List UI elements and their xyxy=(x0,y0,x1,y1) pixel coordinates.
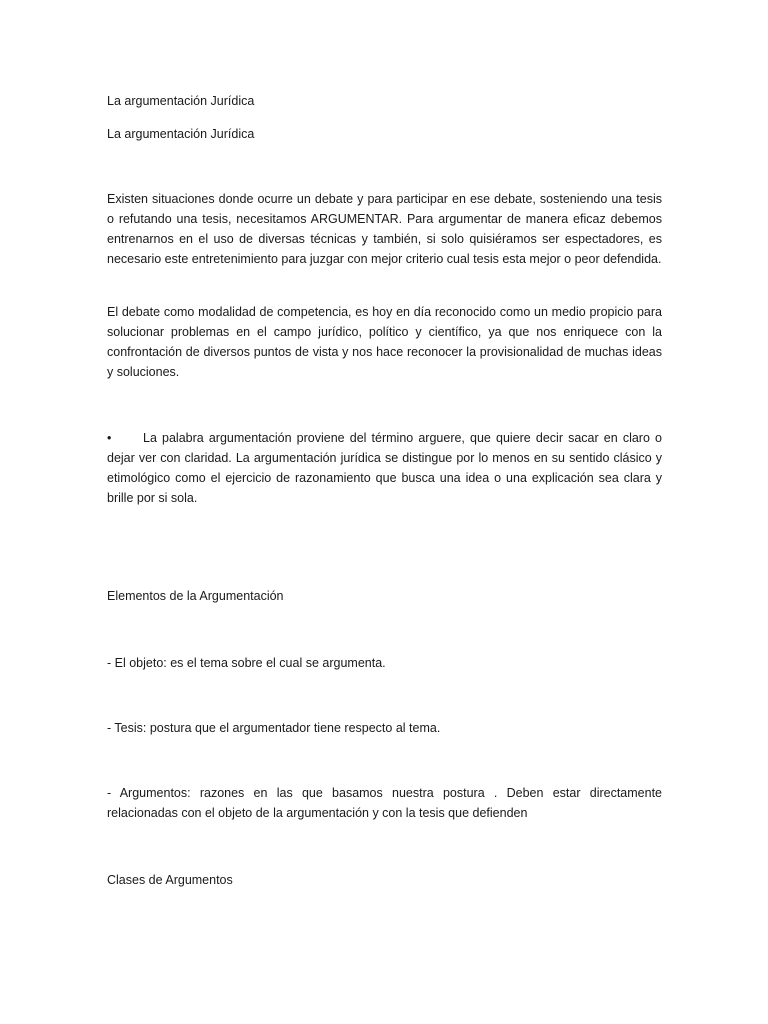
list-item-tesis: - Tesis: postura que el argumentador tiene respecto al tema. xyxy=(107,721,441,735)
paragraph-intro: Existen situaciones donde ocurre un debate y para participar en ese debate, sosteniendo una tesis o refutando una tesis, necesitamos ARGUMENTAR. Para argumentar de manera eficaz debemos entrenarnos en el uso de diversas técnicas y también, si solo quisiéramos ser espectadores, es necesario este entretenimiento para juzgar con mejor criterio cual tesis esta mejor o peor defendida. xyxy=(107,192,662,266)
list-item-argumentos: - Argumentos: razones en las que basamos nuestra postura . Deben estar directamente relacionadas con el objeto de la argumentación y con la tesis que defienden xyxy=(107,786,662,820)
section-heading-elementos: Elementos de la Argumentación xyxy=(107,589,284,603)
list-item-objeto: - El objeto: es el tema sobre el cual se argumenta. xyxy=(107,656,386,670)
paragraph-debate: El debate como modalidad de competencia, es hoy en día reconocido como un medio propicio para solucionar problemas en el campo jurídico, político y científico, ya que nos enriquece con la confrontación de diversos puntos de vista y nos hace reconocer la provisionalidad de muchas ideas y soluciones. xyxy=(107,305,662,379)
bullet-item xyxy=(107,428,662,508)
document-title: La argumentación Jurídica xyxy=(107,94,255,108)
bullet-text: La palabra argumentación proviene del término arguere, que quiere decir sacar en claro o dejar ver con claridad. La argumentación jurídica se distingue por lo menos en su sentido clásico y etimológico como el ejercicio de razonamiento que busca una idea o una explicación sea clara y brille por si sola. xyxy=(107,431,662,505)
section-heading-clases: Clases de Argumentos xyxy=(107,873,233,887)
bullet-mark: • xyxy=(107,431,112,445)
document-subtitle: La argumentación Jurídica xyxy=(107,127,255,141)
